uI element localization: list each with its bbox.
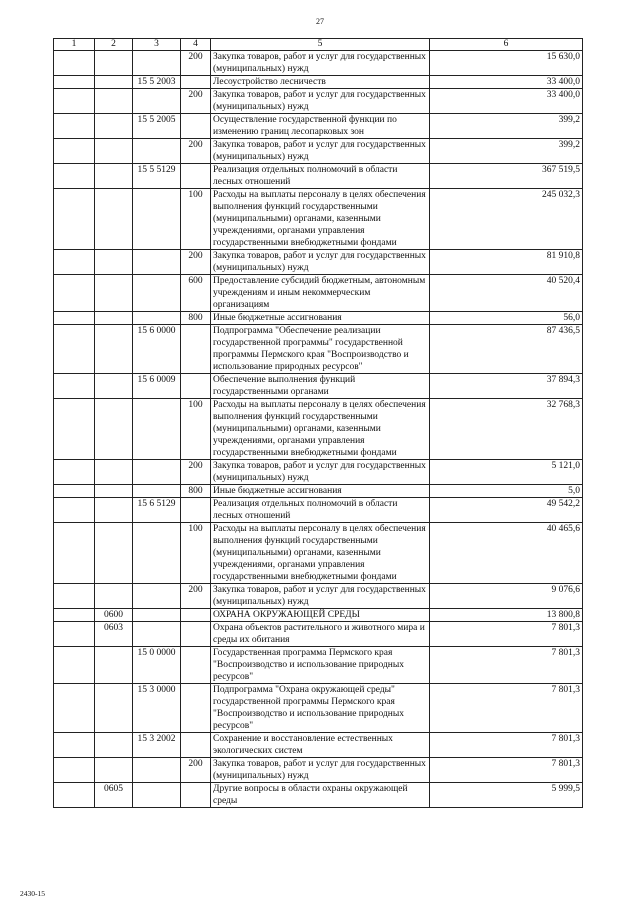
table-row [54, 89, 583, 114]
table-row [54, 485, 583, 498]
header-row [54, 39, 583, 51]
cell-c1 [54, 733, 95, 758]
cell-c4 [181, 374, 211, 399]
cell-c3 [133, 460, 181, 485]
cell-c3: 15 6 0000 [133, 325, 181, 374]
cell-c3 [133, 399, 181, 460]
cell-c5: Закупка товаров, работ и услуг для государственных (муниципальных) нужд [211, 51, 430, 76]
cell-c5: Закупка товаров, работ и услуг для государственных (муниципальных) нужд [211, 89, 430, 114]
cell-c6: 40 520,4 [430, 275, 583, 312]
table-row [54, 374, 583, 399]
cell-c3: 15 3 0000 [133, 684, 181, 733]
cell-c5: Реализация отдельных полномочий в области лесных отношений [211, 164, 430, 189]
cell-c1 [54, 312, 95, 325]
table-row [54, 460, 583, 485]
cell-c5: Иные бюджетные ассигнования [211, 485, 430, 498]
cell-c6: 32 768,3 [430, 399, 583, 460]
cell-c4: 100 [181, 399, 211, 460]
cell-c2 [95, 89, 133, 114]
cell-c1 [54, 460, 95, 485]
cell-c5: Подпрограмма "Охрана окружающей среды" государственной программы Пермского края "Воспроизводство и использование природных ресурсов" [211, 684, 430, 733]
cell-c6: 13 800,8 [430, 609, 583, 622]
cell-c1 [54, 399, 95, 460]
cell-c1 [54, 758, 95, 783]
cell-c3 [133, 189, 181, 250]
table-row [54, 139, 583, 164]
table-row [54, 523, 583, 584]
cell-c2 [95, 164, 133, 189]
cell-c5: Обеспечение выполнения функций государственными органами [211, 374, 430, 399]
cell-c1 [54, 584, 95, 609]
cell-c4: 800 [181, 485, 211, 498]
cell-c2 [95, 76, 133, 89]
cell-c4: 200 [181, 89, 211, 114]
cell-c3 [133, 622, 181, 647]
table-row [54, 498, 583, 523]
table-row [54, 647, 583, 684]
cell-c5: Сохранение и восстановление естественных экологических систем [211, 733, 430, 758]
cell-c2 [95, 758, 133, 783]
cell-c3 [133, 758, 181, 783]
cell-c5: Расходы на выплаты персоналу в целях обеспечения выполнения функций государственными (муниципальными) органами, казенными учреждениями, органами управления государственными внебюджетными фондами [211, 523, 430, 584]
cell-c4 [181, 114, 211, 139]
cell-c3: 15 6 5129 [133, 498, 181, 523]
cell-c1 [54, 783, 95, 808]
cell-c6: 5,0 [430, 485, 583, 498]
cell-c2 [95, 114, 133, 139]
cell-c2 [95, 51, 133, 76]
cell-c6: 33 400,0 [430, 89, 583, 114]
cell-c6: 367 519,5 [430, 164, 583, 189]
table-body [54, 51, 583, 808]
cell-c4 [181, 498, 211, 523]
column-header-5: 5 [211, 39, 430, 51]
cell-c4: 200 [181, 460, 211, 485]
cell-c2: 0603 [95, 622, 133, 647]
cell-c1 [54, 76, 95, 89]
cell-c4 [181, 325, 211, 374]
cell-c3 [133, 139, 181, 164]
cell-c4 [181, 164, 211, 189]
cell-c6: 15 630,0 [430, 51, 583, 76]
cell-c1 [54, 51, 95, 76]
cell-c6: 7 801,3 [430, 758, 583, 783]
cell-c6: 399,2 [430, 139, 583, 164]
cell-c4 [181, 684, 211, 733]
cell-c2 [95, 523, 133, 584]
cell-c3 [133, 51, 181, 76]
cell-c1 [54, 485, 95, 498]
cell-c5: Закупка товаров, работ и услуг для государственных (муниципальных) нужд [211, 250, 430, 275]
cell-c2: 0600 [95, 609, 133, 622]
cell-c1 [54, 325, 95, 374]
cell-c5: Подпрограмма "Обеспечение реализации государственной программы" государственной программы Пермского края "Воспроизводство и использование природных ресурсов" [211, 325, 430, 374]
table-row [54, 622, 583, 647]
cell-c4 [181, 76, 211, 89]
cell-c4 [181, 733, 211, 758]
cell-c1 [54, 275, 95, 312]
table-row [54, 684, 583, 733]
cell-c4: 600 [181, 275, 211, 312]
table-row [54, 189, 583, 250]
table-row [54, 76, 583, 89]
cell-c3: 15 6 0009 [133, 374, 181, 399]
cell-c4 [181, 783, 211, 808]
cell-c5: Иные бюджетные ассигнования [211, 312, 430, 325]
page-number: 27 [316, 17, 324, 26]
cell-c5: Закупка товаров, работ и услуг для государственных (муниципальных) нужд [211, 139, 430, 164]
cell-c2 [95, 485, 133, 498]
cell-c2 [95, 460, 133, 485]
footer-code: 2430-15 [20, 889, 45, 898]
cell-c1 [54, 189, 95, 250]
cell-c1 [54, 139, 95, 164]
table-row [54, 250, 583, 275]
cell-c1 [54, 89, 95, 114]
cell-c3 [133, 783, 181, 808]
cell-c4: 200 [181, 758, 211, 783]
cell-c4: 200 [181, 584, 211, 609]
cell-c5: Охрана объектов растительного и животного мира и среды их обитания [211, 622, 430, 647]
table-row [54, 275, 583, 312]
cell-c3: 15 0 0000 [133, 647, 181, 684]
cell-c5: Закупка товаров, работ и услуг для государственных (муниципальных) нужд [211, 584, 430, 609]
cell-c6: 7 801,3 [430, 684, 583, 733]
cell-c2 [95, 399, 133, 460]
cell-c6: 7 801,3 [430, 647, 583, 684]
cell-c3: 15 3 2002 [133, 733, 181, 758]
cell-c3 [133, 89, 181, 114]
table-row [54, 609, 583, 622]
table-row [54, 783, 583, 808]
cell-c2 [95, 584, 133, 609]
cell-c1 [54, 114, 95, 139]
cell-c2 [95, 733, 133, 758]
cell-c3 [133, 584, 181, 609]
cell-c3: 15 5 2005 [133, 114, 181, 139]
cell-c2 [95, 250, 133, 275]
cell-c3 [133, 312, 181, 325]
cell-c6: 37 894,3 [430, 374, 583, 399]
cell-c1 [54, 609, 95, 622]
column-header-1: 1 [54, 39, 95, 51]
cell-c6: 56,0 [430, 312, 583, 325]
cell-c3 [133, 523, 181, 584]
column-header-3: 3 [133, 39, 181, 51]
cell-c6: 7 801,3 [430, 733, 583, 758]
table-row [54, 733, 583, 758]
cell-c5: Расходы на выплаты персоналу в целях обеспечения выполнения функций государственными (муниципальными) органами, казенными учреждениями, органами управления государственными внебюджетными фондами [211, 399, 430, 460]
cell-c5: Закупка товаров, работ и услуг для государственных (муниципальных) нужд [211, 758, 430, 783]
cell-c4: 100 [181, 523, 211, 584]
cell-c1 [54, 374, 95, 399]
table-row [54, 51, 583, 76]
cell-c6: 81 910,8 [430, 250, 583, 275]
cell-c2 [95, 647, 133, 684]
cell-c2: 0605 [95, 783, 133, 808]
column-header-4: 4 [181, 39, 211, 51]
cell-c5: Лесоустройство лесничеств [211, 76, 430, 89]
budget-table [53, 38, 583, 808]
cell-c3: 15 5 5129 [133, 164, 181, 189]
table-row [54, 164, 583, 189]
table-row [54, 325, 583, 374]
cell-c6: 49 542,2 [430, 498, 583, 523]
table-row [54, 758, 583, 783]
cell-c4 [181, 622, 211, 647]
cell-c2 [95, 189, 133, 250]
cell-c2 [95, 275, 133, 312]
cell-c6: 245 032,3 [430, 189, 583, 250]
cell-c6: 87 436,5 [430, 325, 583, 374]
cell-c1 [54, 250, 95, 275]
cell-c1 [54, 523, 95, 584]
cell-c6: 399,2 [430, 114, 583, 139]
cell-c1 [54, 647, 95, 684]
cell-c1 [54, 622, 95, 647]
cell-c5: Закупка товаров, работ и услуг для государственных (муниципальных) нужд [211, 460, 430, 485]
cell-c6: 7 801,3 [430, 622, 583, 647]
cell-c1 [54, 164, 95, 189]
table-row [54, 114, 583, 139]
cell-c2 [95, 374, 133, 399]
cell-c1 [54, 498, 95, 523]
cell-c3 [133, 609, 181, 622]
cell-c2 [95, 139, 133, 164]
cell-c5: Государственная программа Пермского края "Воспроизводство и использование природных ресурсов" [211, 647, 430, 684]
cell-c2 [95, 498, 133, 523]
cell-c5: ОХРАНА ОКРУЖАЮЩЕЙ СРЕДЫ [211, 609, 430, 622]
cell-c5: Расходы на выплаты персоналу в целях обеспечения выполнения функций государственными (муниципальными) органами, казенными учреждениями, органами управления государственными внебюджетными фондами [211, 189, 430, 250]
cell-c4: 100 [181, 189, 211, 250]
cell-c2 [95, 325, 133, 374]
column-header-6: 6 [430, 39, 583, 51]
cell-c2 [95, 312, 133, 325]
table-row [54, 312, 583, 325]
cell-c6: 40 465,6 [430, 523, 583, 584]
cell-c5: Предоставление субсидий бюджетным, автономным учреждениям и иным некоммерческим организациям [211, 275, 430, 312]
cell-c4 [181, 609, 211, 622]
cell-c3: 15 5 2003 [133, 76, 181, 89]
cell-c5: Реализация отдельных полномочий в области лесных отношений [211, 498, 430, 523]
cell-c3 [133, 250, 181, 275]
cell-c6: 33 400,0 [430, 76, 583, 89]
cell-c6: 5 121,0 [430, 460, 583, 485]
cell-c2 [95, 684, 133, 733]
cell-c3 [133, 275, 181, 312]
cell-c1 [54, 684, 95, 733]
cell-c4 [181, 647, 211, 684]
cell-c5: Другие вопросы в области охраны окружающей среды [211, 783, 430, 808]
cell-c5: Осуществление государственной функции по изменению границ лесопарковых зон [211, 114, 430, 139]
cell-c4: 200 [181, 250, 211, 275]
cell-c6: 9 076,6 [430, 584, 583, 609]
column-header-2: 2 [95, 39, 133, 51]
cell-c3 [133, 485, 181, 498]
cell-c4: 200 [181, 51, 211, 76]
cell-c4: 800 [181, 312, 211, 325]
cell-c4: 200 [181, 139, 211, 164]
cell-c6: 5 999,5 [430, 783, 583, 808]
table-row [54, 584, 583, 609]
table-row [54, 399, 583, 460]
